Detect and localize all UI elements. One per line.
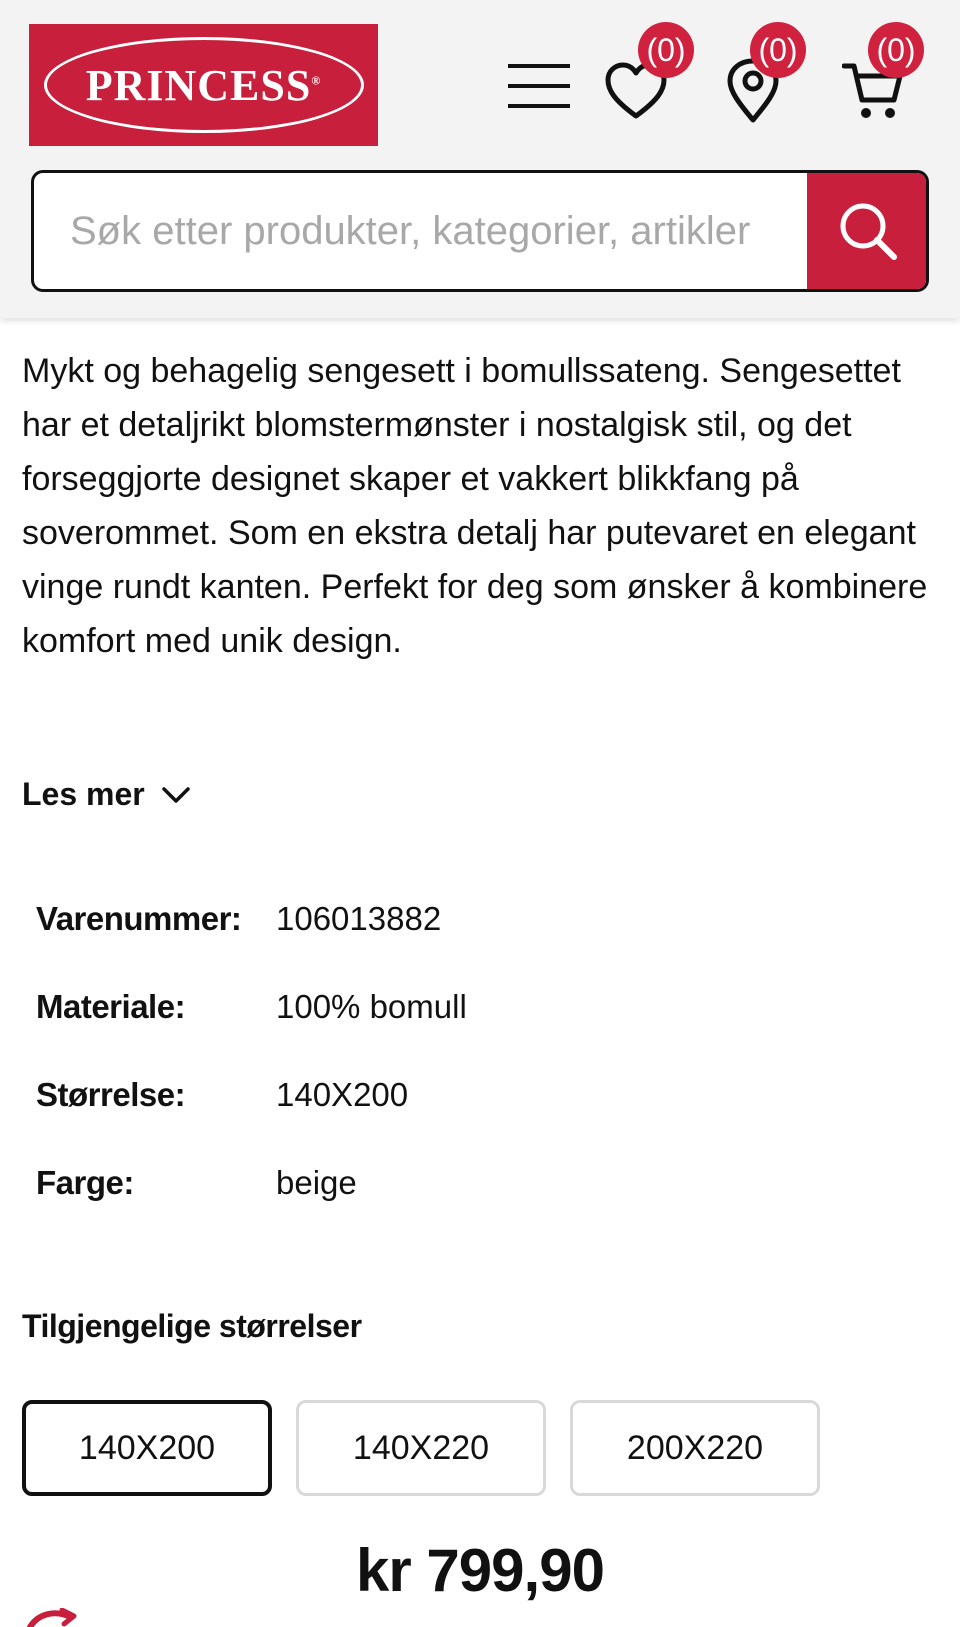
- cart-count-badge: (0): [868, 22, 924, 78]
- search-input[interactable]: [34, 173, 810, 289]
- logo-ellipse: [44, 37, 364, 133]
- spec-label: Materiale:: [36, 988, 186, 1025]
- search-icon: [836, 199, 900, 263]
- spec-value: beige: [276, 1164, 357, 1201]
- favorites-button[interactable]: [604, 31, 686, 128]
- chevron-down-icon: [161, 785, 191, 805]
- site-header: [0, 0, 960, 318]
- spec-label: Varenummer:: [36, 900, 242, 937]
- cart-button[interactable]: [842, 31, 922, 128]
- search-bar: [31, 170, 929, 292]
- spec-row-size: [36, 1070, 408, 1120]
- read-more-toggle[interactable]: [22, 776, 191, 813]
- favorites-count-badge: (0): [638, 22, 694, 78]
- spec-row-color: [36, 1158, 357, 1208]
- spec-label: Farge:: [36, 1164, 134, 1201]
- spec-value: 106013882: [276, 900, 442, 937]
- partial-red-icon: [24, 1608, 84, 1627]
- spec-value: 140X200: [276, 1076, 409, 1113]
- product-price: kr 799,90: [356, 1537, 604, 1604]
- search-button[interactable]: [807, 170, 929, 292]
- stores-count-badge: (0): [750, 22, 806, 78]
- spec-value: 100% bomull: [276, 988, 467, 1025]
- read-more-label: Les mer: [22, 776, 145, 812]
- menu-icon[interactable]: [508, 62, 572, 110]
- product-description: Mykt og behagelig sengesett i bomullssateng. Sengesettet har et detaljrikt blomstermønster i nostalgisk stil, og det forseggjorte designet skaper et vakkert blikkfang på soverommet. Som en ekstra detalj har putevaret en elegant vinge rundt kanten. Perfekt for deg som ønsker å kombinere komfort med unik design.: [22, 352, 928, 660]
- princess-logo[interactable]: [29, 24, 378, 146]
- spec-label: Størrelse:: [36, 1076, 186, 1113]
- size-option-140x200[interactable]: 140X200: [22, 1400, 272, 1496]
- spec-row-material: [36, 982, 467, 1032]
- size-option-200x220[interactable]: 200X220: [570, 1400, 820, 1496]
- size-option-140x220[interactable]: 140X220: [296, 1400, 546, 1496]
- spec-row-item-number: [36, 894, 441, 944]
- stores-button[interactable]: [726, 31, 806, 128]
- available-sizes-title: Tilgjengelige størrelser: [22, 1308, 362, 1344]
- logo-text: PRINCESS®: [85, 60, 322, 110]
